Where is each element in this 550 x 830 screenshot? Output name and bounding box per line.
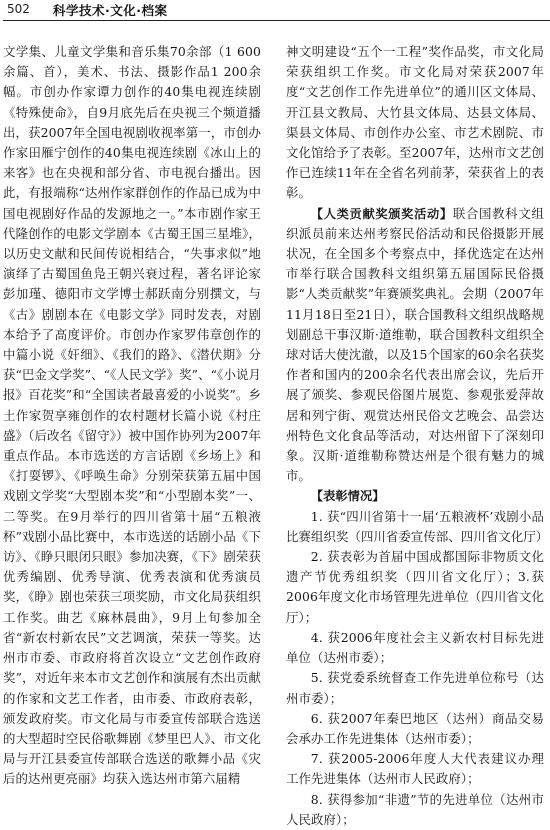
- honor-item: 7. 获2005-2006年度人大代表建议办理工作先进集体（达州市人民政府）；: [286, 751, 544, 787]
- right-column-opening-text: 神文明建设“五个一工程”奖作品奖，市文化局荣获组织工作奖。市文化局对荣获2007年度“文艺创作工作先进单位”的通川区文体局、开江县文教局、大竹县文体局、达县文体局、渠县文体局、市创作办公室、市艺术剧院、市文化馆给予了表彰。至2007年，达州市文艺创作已连续11年在全省名列前茅，荣获省上的表彰。: [286, 44, 544, 201]
- right-column: [286, 42, 549, 830]
- honors-heading: 【表彰情况】: [310, 489, 385, 504]
- honor-item: 4. 获2006年度社会主义新农村目标先进单位（达州市委）；: [286, 629, 544, 666]
- left-column: [3, 42, 261, 790]
- honor-item: 5. 获党委系统督查工作先进单位称号（达州市委）；: [286, 670, 544, 706]
- award-section-paragraph: [286, 204, 544, 487]
- honor-item: 2. 获表彰为首届中国成都国际非物质文化遗产节优秀组织奖（四川省文化厅）；3.获2006年度文化市场管理先进单位（四川省文化厅）；: [286, 549, 544, 625]
- honor-item: 1. 获“四川省第十一届‘五粮液杯’戏剧小品比赛组织奖（四川省委宣传部、四川省文化厅）: [286, 508, 549, 544]
- page-number: 502: [7, 2, 30, 16]
- honor-item: 6. 获2007年秦巴地区（达州）商品交易会承办工作先进集体（达州市委）；: [286, 710, 544, 746]
- honors-heading-paragraph: [286, 486, 544, 506]
- honor-item: 8. 获得参加“非遗”节的先进单位（达州市人民政府）；: [286, 791, 544, 827]
- award-section-text: 联合国教科文组织派员前来达州考察民俗活动和民俗摄影开展状况，在全国多个考察点中，择优选定在达州市举行联合国教科文组织第五届国际民俗摄影“人类贡献奖”年赛颁奖典礼。会期（2007年11月18日至21日），联合国教科文组织战略规划副总干事汉斯·道维勒，联合国教科文组织全球对话大使沈澈，以及15个国家的60余名获奖作者和国内的200余名代表出席会议，先后开展了颁奖、参观民俗图片展览、参观张爱萍故居和列宁街、观赏达州民俗文艺晚会、品尝达州特色文化食品等活动，对达州留下了深刻印象。汉斯·道维勒称赞达州是个很有魅力的城市。: [286, 205, 545, 484]
- running-title: 科学技术·文化·档案: [53, 3, 168, 18]
- award-section-heading: 【人类贡献奖颁奖活动】: [310, 206, 453, 221]
- page-header: [3, 0, 550, 21]
- left-column-text: 文学集、儿童文学集和音乐集70余部（1 600余篇、首），美术、书法、摄影作品1 200余幅。市创办作家谭力创作的40集电视连续剧《特殊使命》，自9月底先后在央视三个频道播出，获2007年全国电视剧收视率第一，市创办作家田雁宁创作的40集电视连续剧《冰山上的来客》也在央视和部分省、市电视台播出。因此，有报端称“达州作家群创作的作品已成为中国电视剧好作品的发源地之一。”本市剧作家王代隆创作的电影文学剧本《古蜀王国三星堆》，以历史文献和民间传说相结合，“失事求似”地演绎了古蜀国鱼凫王朝兴衰过程，著名评论家彭加瑾、德阳市文学博士郝跃南分别撰文，与《古》剧剧本在《电影文学》同时发表，对剧本给予了高度评价。市创办作家罗伟章创作的中篇小说《奸细》、《我们的路》、《潜伏期》分获“巴金文学奖”、“《人民文学》奖”、“《小说月报》百花奖”和“全国读者最喜爱的小说奖”。乡土作家贺享雍创作的农村题材长篇小说《村庄盛》（后改名《留守》）被中国作协列为2007年重点作品。本市选送的方言话剧《乡场上》和《打耍锣》、《呼唤生命》分别荣获第五届中国戏剧文学奖“大型剧本奖”和“小型剧本奖”一、二等奖。在9月举行的四川省第十届“五粮液杯”戏剧小品比赛中，本市选送的话剧小品《下访》、《睁只眼闭只眼》参加决赛，《下》剧荣获优秀编剧、优秀导演、优秀表演和优秀演员奖，《睁》剧也荣获三项奖励，市文化局获组织工作奖。曲艺《麻林晨曲》，9月上旬参加全省“新农村新农民”文艺调演，荣获一等奖。达州市市委、市政府将首次设立“文艺创作政府奖”，对近年来本市文艺创作和演展有杰出贡献的作家和文艺工作者，由市委、市政府表彰，颁发政府奖。市文化局与市委宣传部联合选送的大型超时空民俗歌舞剧《梦里巴人》、市文化局与开江县委宣传部联合选送的歌舞小品《灾后的达州更亮丽》均获入选达州市第六届精: [3, 44, 261, 787]
